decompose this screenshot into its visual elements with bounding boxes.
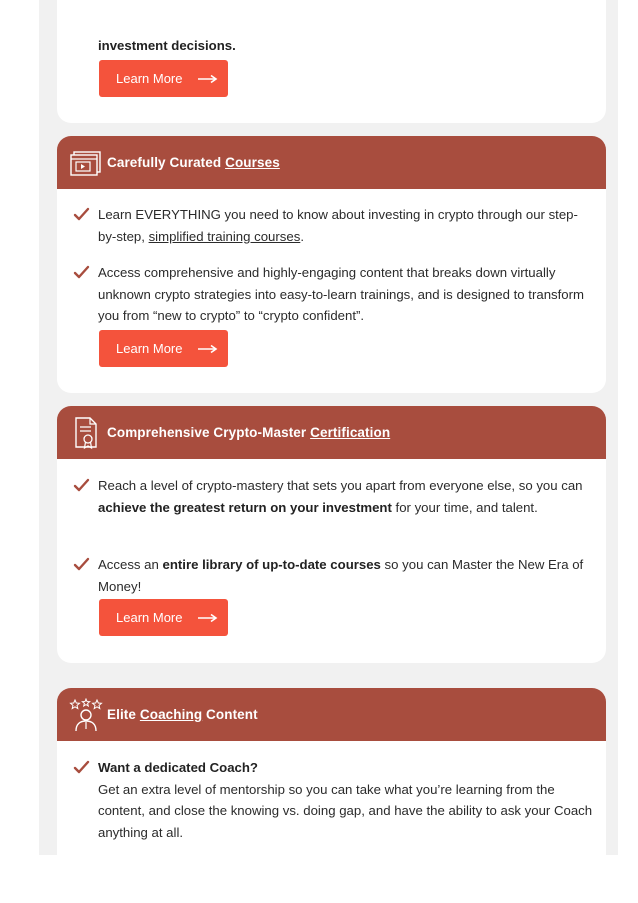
button-label: Learn More bbox=[116, 341, 183, 356]
courses-link[interactable]: Courses bbox=[225, 155, 280, 170]
courses-card bbox=[57, 136, 606, 393]
coach-stars-icon bbox=[69, 698, 103, 732]
list-item: Learn EVERYTHING you need to know about investing in crypto through our step-by-step, simplified training courses. bbox=[73, 204, 593, 247]
coaching-link[interactable]: Coaching bbox=[139, 707, 203, 722]
certification-card-header bbox=[57, 406, 606, 459]
button-label: Learn More bbox=[116, 71, 183, 86]
item-heading: Want a dedicated Coach? bbox=[98, 760, 258, 775]
arrow-right-icon bbox=[198, 613, 218, 623]
learn-more-button[interactable] bbox=[99, 60, 228, 97]
learn-more-button[interactable] bbox=[99, 599, 228, 636]
checkmark-icon bbox=[73, 757, 98, 843]
courses-card-header bbox=[57, 136, 606, 189]
coaching-card bbox=[57, 688, 606, 878]
coaching-card-header bbox=[57, 688, 606, 741]
card-title: Carefully Curated Courses bbox=[107, 155, 280, 170]
checkmark-icon bbox=[73, 554, 98, 597]
arrow-right-icon bbox=[198, 74, 218, 84]
video-course-icon bbox=[69, 146, 103, 180]
card-title: Comprehensive Crypto-Master Certification bbox=[107, 425, 391, 440]
list-item: Access an entire library of up-to-date courses so you can Master the New Era of Money! bbox=[73, 554, 593, 597]
page-bottom-whitespace bbox=[0, 855, 638, 903]
checkmark-icon bbox=[73, 262, 98, 327]
list-item: Want a dedicated Coach? Get an extra level of mentorship so you can take what you’re learning from the content, and close the knowing vs. doing gap, and have the ability to ask your Coach anything at all. bbox=[73, 757, 593, 843]
certification-card bbox=[57, 406, 606, 663]
card-title: Elite Coaching Content bbox=[107, 707, 258, 722]
checkmark-icon bbox=[73, 204, 98, 247]
training-courses-link[interactable]: simplified training courses bbox=[148, 228, 301, 244]
button-label: Learn More bbox=[116, 610, 183, 625]
certification-link[interactable]: Certification bbox=[310, 425, 391, 440]
list-item: Reach a level of crypto-mastery that sets you apart from everyone else, so you can achieve the greatest return on your investment for your time, and talent. bbox=[73, 475, 593, 518]
checkmark-icon bbox=[73, 475, 98, 518]
arrow-right-icon bbox=[198, 344, 218, 354]
certificate-icon bbox=[69, 416, 103, 450]
list-item: Access comprehensive and highly-engaging content that breaks down virtually unknown crypto strategies into easy-to-learn trainings, and is designed to transform you from “new to crypto” to “crypto confident”. bbox=[73, 262, 593, 327]
top-card-text: investment decisions. bbox=[98, 38, 236, 53]
top-card bbox=[57, 0, 606, 123]
learn-more-button[interactable] bbox=[99, 330, 228, 367]
